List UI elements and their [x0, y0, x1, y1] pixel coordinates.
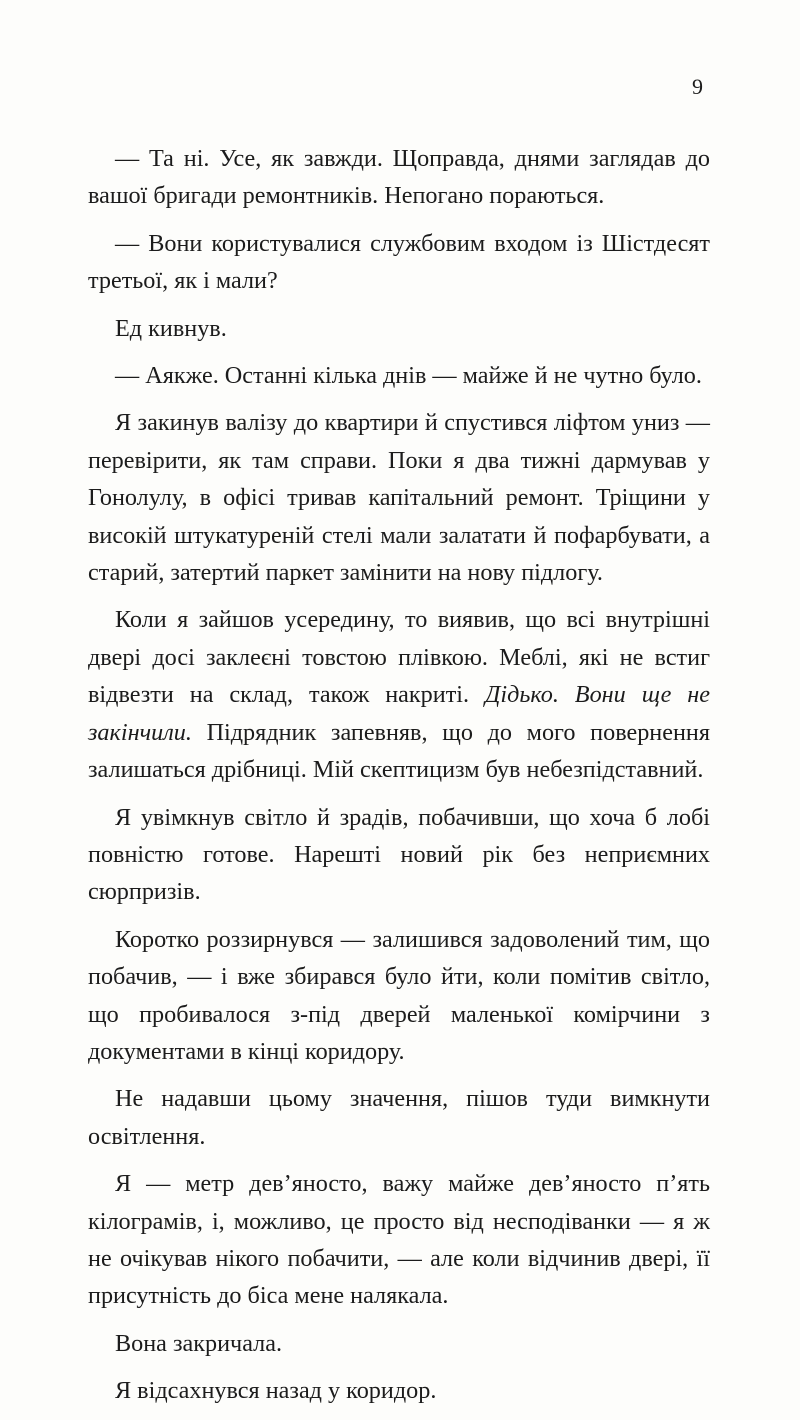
paragraph: Я — метр дев’яносто, важу майже дев’яносто п’ять кілограмів, і, можливо, це просто від несподіванки — я ж не очікував нікого побачити, — але коли відчинив двері, її присутність до біса мене налякала.	[88, 1170, 710, 1310]
paragraph: — Аякже. Останні кілька днів — майже й не чутно було.	[115, 362, 702, 390]
paragraph: Я закинув валізу до квартири й спустився ліфтом униз — перевірити, як там справи. Поки я два тижні дармував у Гонолулу, в офісі тривав капітальний ремонт. Тріщини у високій штукатуреній стелі мали залатати й пофарбувати, а старий, затертий паркет замінити на нову підлогу.	[88, 409, 710, 587]
paragraph: — Та ні. Усе, як завжди. Щоправда, днями заглядав до вашої бригади ремонтників. Непогано пораються.	[88, 145, 710, 210]
italic-thought: Дідько. Вони ще не закінчили.	[88, 681, 710, 746]
paragraph: Вона закричала.	[115, 1329, 282, 1357]
paragraph: Не надавши цьому значення, пішов туди вимкнути освітлення.	[88, 1085, 710, 1150]
body-text	[88, 140, 710, 1420]
paragraph: Я відсахнувся назад у коридор.	[115, 1377, 437, 1405]
paragraph: Ед кивнув.	[115, 314, 227, 342]
paragraph: — Вони користувалися службовим входом із Шістдесят третьої, як і мали?	[88, 229, 710, 295]
paragraph-text: Коли я зайшов усередину, то виявив, що всі внутрішні двері досі заклеєні товстою плівкою. Меблі, які не встиг відвезти на склад, також накриті.	[88, 606, 710, 709]
page-number: 9	[692, 74, 703, 99]
paragraph: Я увімкнув світло й зрадів, побачивши, що хоча б лобі повністю готове. Нарешті новий рік без неприємних сюрпризів.	[88, 803, 710, 906]
paragraph: Коротко роззирнувся — залишився задоволений тим, що побачив, — і вже збирався було йти, коли помітив світло, що пробивалося з-під дверей маленької комірчини з документами в кінці коридору.	[88, 925, 710, 1065]
paragraph	[88, 601, 710, 788]
paragraph-text: Підрядник запевняв, що до мого повернення залишаться дрібниці. Мій скептицизм був небезпідставний.	[88, 718, 710, 784]
